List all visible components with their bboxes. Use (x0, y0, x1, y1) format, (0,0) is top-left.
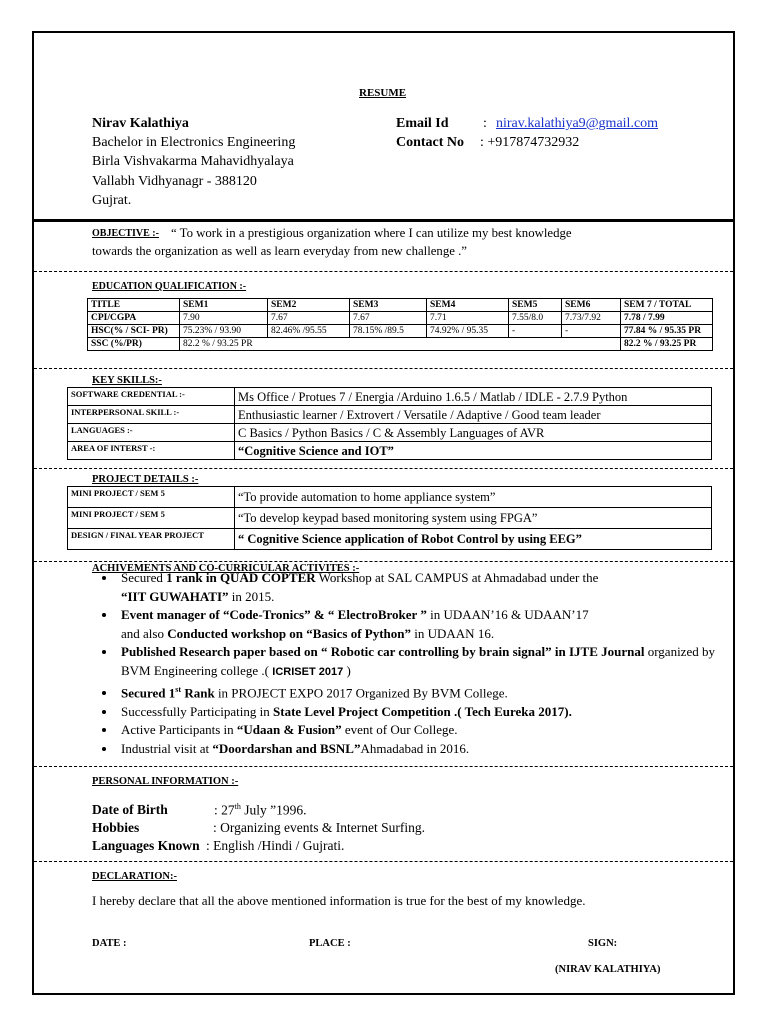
item-text-bold: State Level Project Competition .( Tech Eureka 2017). (273, 703, 572, 719)
table-row (68, 487, 712, 508)
table-cell: 75.23% / 93.90 (180, 325, 268, 338)
achievements-heading: ACHIVEMENTS AND CO-CURRICULAR ACTIVITES :- (92, 563, 360, 574)
project-value: “To develop keypad based monitoring system using FPGA” (235, 508, 712, 529)
skills-heading: KEY SKILLS:- (92, 375, 162, 386)
document-title: RESUME (359, 87, 407, 99)
item-text-bold: “Doordarshan and BSNL” (212, 740, 361, 756)
skills-table (67, 387, 712, 460)
skill-value: C Basics / Python Basics / C & Assembly Languages of AVR (235, 424, 712, 442)
email-separator: : (483, 116, 487, 131)
email-label: Email Id (396, 116, 449, 131)
column-header: SEM6 (562, 299, 621, 312)
table-header-row (88, 299, 713, 312)
item-text-bold: ICRISET 2017 (272, 665, 344, 678)
item-text: in UDAAN’16 & UDAAN’17 (426, 607, 589, 622)
project-key: DESIGN / FINAL YEAR PROJECT (68, 529, 235, 550)
objective-text-line2: towards the organization as well as learn everyday from new challenge .” (92, 244, 467, 258)
item-text: Secured (121, 570, 167, 585)
header-divider (34, 219, 733, 222)
column-header: SEM 7 / TOTAL (621, 299, 713, 312)
section-divider (34, 561, 733, 562)
candidate-name: Nirav Kalathiya (92, 116, 189, 131)
objective-text-line1: “ To work in a prestigious organization where I can utilize my best knowledge (171, 226, 572, 240)
list-item (117, 721, 717, 740)
education-table (87, 298, 713, 351)
item-text: Ahmadabad in 2016. (360, 740, 470, 756)
list-item (117, 643, 717, 681)
college-line: Birla Vishvakarma Mahavidhyalaya (92, 154, 294, 169)
table-cell: - (562, 325, 621, 338)
languages-known-label: Languages Known (92, 838, 200, 853)
table-row (68, 406, 712, 424)
table-row (88, 325, 713, 338)
skill-key: LANGUAGES :- (68, 424, 235, 442)
item-text-bold: Rank (181, 685, 215, 701)
table-cell: 7.67 (350, 312, 427, 325)
table-cell: 82.46% /95.55 (268, 325, 350, 338)
item-text-bold: Event manager of “Code-Tronics” & “ ElectroBroker ” (121, 607, 427, 622)
list-item (117, 606, 717, 643)
table-cell: 7.73/7.92 (562, 312, 621, 325)
item-text-bold: 1 rank in QUAD COPTER (166, 570, 316, 585)
item-text: Industrial visit at (121, 740, 213, 756)
projects-table (67, 486, 712, 550)
item-text-bold: Conducted workshop on “Basics of Python” (167, 625, 412, 641)
contact-label: Contact No (396, 135, 465, 150)
dob-suffix: th (234, 802, 241, 811)
column-header: SEM1 (180, 299, 268, 312)
table-row (88, 312, 713, 325)
section-divider (34, 861, 733, 862)
table-cell: 82.2 % / 93.25 PR (180, 338, 621, 351)
table-row (68, 388, 712, 406)
item-text: Workshop at SAL CAMPUS at Ahmadabad under the (315, 570, 599, 585)
item-text-bold: st (175, 685, 182, 694)
signature-name: (NIRAV KALATHIYA) (555, 964, 661, 975)
list-item (117, 569, 717, 606)
table-cell: 78.15% /89.5 (350, 325, 427, 338)
dob-day: : 27 (214, 802, 235, 818)
item-text-bold: “IIT GUWAHATI” (121, 588, 229, 604)
table-cell: 77.84 % / 95.35 PR (621, 325, 713, 338)
sign-label: SIGN: (588, 938, 618, 949)
item-text-bold: Secured 1 (121, 685, 176, 701)
hobbies-value: : Organizing events & Internet Surfing. (213, 820, 425, 835)
hobbies-label: Hobbies (92, 820, 140, 835)
dob-label: Date of Birth (92, 802, 168, 817)
table-row (68, 424, 712, 442)
column-header: SEM4 (427, 299, 509, 312)
degree-line: Bachelor in Electronics Engineering (92, 135, 296, 150)
item-text-bold: “Udaan & Fusion” (236, 722, 342, 738)
declaration-heading: DECLARATION:- (92, 871, 177, 882)
table-cell: SSC (%/PR) (88, 338, 180, 351)
table-row (68, 529, 712, 550)
date-label: DATE : (92, 938, 127, 949)
table-cell: 7.71 (427, 312, 509, 325)
dob-month-year: July ”1996. (240, 802, 307, 818)
list-item (117, 740, 717, 759)
skill-key: AREA OF INTERST -: (68, 442, 235, 460)
item-text: Active Participants in (121, 722, 237, 738)
item-text: in 2015. (228, 588, 275, 604)
dob-value (214, 802, 307, 819)
table-cell: 7.55/8.0 (509, 312, 562, 325)
education-heading: EDUCATION QUALIFICATION :- (92, 281, 247, 292)
list-item (117, 681, 717, 703)
skill-value: Ms Office / Protues 7 / Energia /Arduino 1.6.5 / Matlab / IDLE - 2.7.9 Python (235, 388, 712, 406)
skill-key: SOFTWARE CREDENTIAL :- (68, 388, 235, 406)
item-text-bold: Published Research paper based on “ Robotic car controlling by brain signal” in IJTE Journal (121, 644, 645, 659)
item-text: event of Our College. (341, 722, 458, 738)
table-cell: 7.78 / 7.99 (621, 312, 713, 325)
section-divider (34, 368, 733, 369)
section-divider (34, 271, 733, 272)
state-line: Gujrat. (92, 193, 132, 208)
project-value: “ Cognitive Science application of Robot Control by using EEG” (235, 529, 712, 550)
city-line: Vallabh Vidhyanagr - 388120 (92, 174, 257, 189)
column-header: SEM5 (509, 299, 562, 312)
declaration-text: I hereby declare that all the above mentioned information is true for the best of my knowledge. (92, 893, 586, 908)
languages-known-value: : English /Hindi / Gujrati. (206, 838, 345, 853)
personal-heading: PERSONAL INFORMATION :- (92, 776, 239, 787)
item-text: Successfully Participating in (121, 703, 274, 719)
skill-value: “Cognitive Science and IOT” (235, 442, 712, 460)
table-cell: 74.92% / 95.35 (427, 325, 509, 338)
section-divider (34, 468, 733, 469)
achievements-list (97, 569, 717, 758)
skill-key: INTERPERSONAL SKILL :- (68, 406, 235, 424)
table-cell: CPI/CGPA (88, 312, 180, 325)
item-text: in PROJECT EXPO 2017 Organized By BVM College. (214, 685, 508, 701)
item-text: ) (343, 662, 351, 678)
table-row (68, 508, 712, 529)
section-divider (34, 766, 733, 767)
projects-heading: PROJECT DETAILS :- (92, 474, 199, 485)
item-text: and also (121, 625, 168, 641)
table-cell: - (509, 325, 562, 338)
item-text: in UDAAN 16. (411, 625, 495, 641)
column-header: TITLE (88, 299, 180, 312)
place-label: PLACE : (309, 938, 351, 949)
contact-value: : +917874732932 (480, 135, 580, 150)
table-cell: 82.2 % / 93.25 PR (621, 338, 713, 351)
column-header: SEM3 (350, 299, 427, 312)
table-cell: 7.90 (180, 312, 268, 325)
list-item (117, 703, 717, 722)
table-cell: 7.67 (268, 312, 350, 325)
email-link[interactable]: nirav.kalathiya9@gmail.com (496, 116, 659, 131)
item-text: organized by BVM Engineering college .( (121, 644, 715, 678)
project-key: MINI PROJECT / SEM 5 (68, 487, 235, 508)
table-row (88, 338, 713, 351)
objective-heading: OBJECTIVE :- (92, 228, 159, 239)
table-cell: HSC(% / SCI- PR) (88, 325, 180, 338)
table-row (68, 442, 712, 460)
skill-value: Enthusiastic learner / Extrovert / Versatile / Adaptive / Good team leader (235, 406, 712, 424)
project-value: “To provide automation to home appliance system” (235, 487, 712, 508)
column-header: SEM2 (268, 299, 350, 312)
project-key: MINI PROJECT / SEM 5 (68, 508, 235, 529)
